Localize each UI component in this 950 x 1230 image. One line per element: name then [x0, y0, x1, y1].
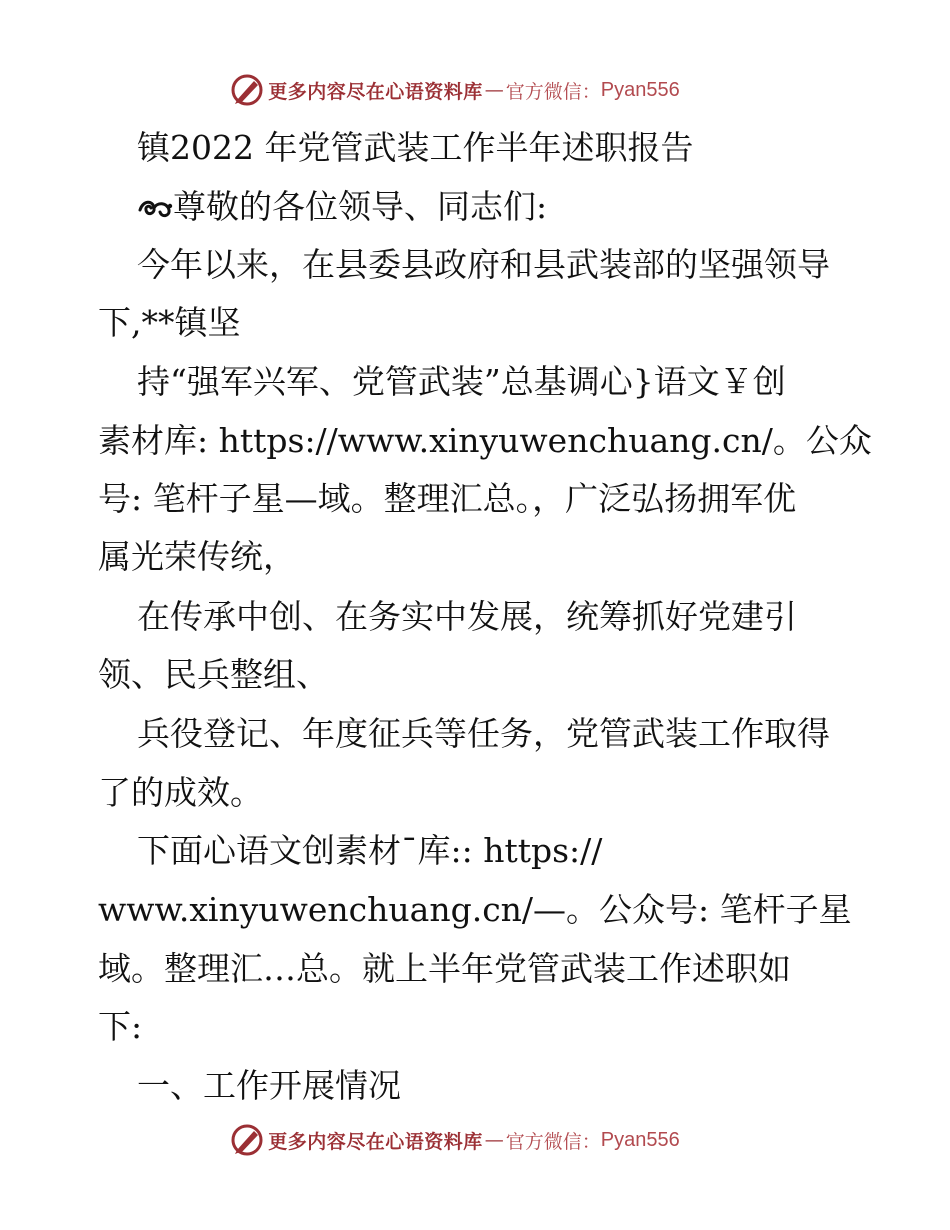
paragraph-line: www.xinyuwenchuang.cn/—。公众号: 笔杆子星 — [98, 890, 852, 929]
paragraph-line: 兵役登记、年度征兵等任务，党管武装工作取得 — [137, 714, 830, 753]
paragraph-line: 持“强军兴军、党管武装”总基调心}语文￥创 — [137, 362, 786, 401]
paragraph-line: 域。整理汇…总。就上半年党管武装工作述职如 — [98, 949, 791, 988]
document-title: 镇2022 年党管武装工作半年述职报告 — [137, 128, 694, 167]
header-banner-content — [230, 73, 680, 107]
paragraph-line: 号: 笔杆子星—域。整理汇总。，广泛弘扬拥军优 — [98, 479, 797, 518]
paragraph-line: 领、民兵整组、 — [98, 655, 329, 694]
header-banner — [0, 70, 950, 110]
header-wechat-label: 官方微信： — [505, 80, 601, 103]
paragraph-line: 属光荣传统， — [98, 537, 296, 576]
footer-banner — [0, 1120, 950, 1160]
header-wechat-id: Pyan556 — [600, 78, 680, 101]
footer-wechat-id: Pyan556 — [600, 1128, 680, 1151]
paragraph-line: 下面心语文创素材¯库:: https:// — [137, 831, 603, 870]
paragraph-line: 素材库: https://www.xinyuwenchuang.cn/。公众 — [98, 421, 872, 460]
section-heading: 一、工作开展情况 — [137, 1066, 401, 1105]
pen-logo-icon — [230, 73, 264, 107]
salutation-line — [137, 187, 547, 227]
salutation-text: 尊敬的各位领导、同志们: — [173, 187, 548, 226]
paragraph-line: 了的成效。 — [98, 773, 263, 812]
footer-banner-dash: — — [484, 1129, 504, 1151]
header-banner-text: 更多内容尽在心语资料库 — [268, 80, 483, 103]
paragraph-line: 今年以来，在县委县政府和县武装部的坚强领导 — [137, 245, 830, 284]
footer-wechat-label: 官方微信： — [505, 1130, 601, 1153]
footer-banner-content — [230, 1123, 680, 1157]
header-banner-dash: — — [484, 79, 504, 101]
paragraph-line: 下: — [98, 1007, 143, 1046]
paragraph-line: 在传承中创、在务实中发展，统筹抓好党建引 — [137, 597, 797, 636]
footer-banner-text: 更多内容尽在心语资料库 — [268, 1130, 483, 1153]
ornament-icon — [137, 194, 173, 222]
paragraph-line: 下,**镇坚 — [98, 303, 241, 342]
pen-logo-icon — [230, 1123, 264, 1157]
